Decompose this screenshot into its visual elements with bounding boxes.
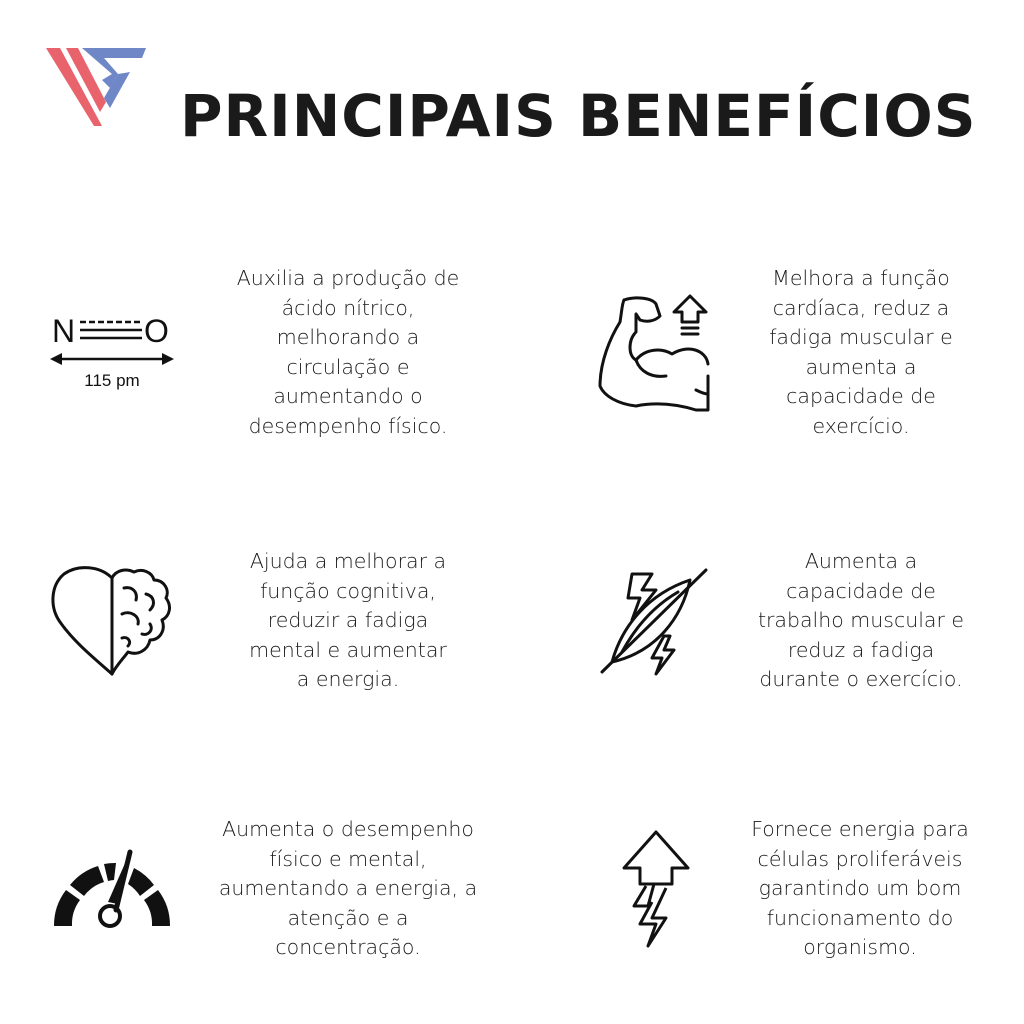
benefit-3-text: Ajuda a melhorar a função cognitiva, reduzir a fadiga mental e aumentar a energia. bbox=[249, 549, 447, 691]
distance-label: 115 pm bbox=[84, 371, 140, 390]
benefit-5-text: Aumenta o desempenho físico e mental, aumentando a energia, a atenção e a concentração. bbox=[218, 817, 478, 959]
arrow-up-lightning-icon bbox=[620, 828, 692, 950]
page-title: PRINCIPAIS BENEFÍCIOS bbox=[180, 82, 977, 150]
flexed-arm-arrow-up-icon bbox=[596, 292, 714, 414]
muscle-lightning-icon bbox=[598, 566, 710, 676]
brand-logo-icon bbox=[44, 46, 148, 128]
benefit-2-text: Melhora a função cardíaca, reduz a fadiga muscular e aumenta a capacidade de exercício. bbox=[769, 266, 953, 438]
benefit-4-text: Aumenta a capacidade de trabalho muscular e reduz a fadiga durante o exercício. bbox=[757, 549, 965, 691]
heart-brain-icon bbox=[50, 564, 172, 676]
oxygen-label: O bbox=[144, 313, 169, 349]
benefit-1-text: Auxilia a produção de ácido nítrico, melhorando a circulação e aumentando o desempenho físico. bbox=[236, 266, 460, 438]
speedometer-icon bbox=[50, 848, 174, 930]
benefit-6-text: Fornece energia para células proliferáveis garantindo um bom funcionamento do organismo. bbox=[751, 817, 969, 959]
nitrogen-label: N bbox=[52, 313, 76, 349]
nitric-oxide-icon bbox=[48, 308, 176, 392]
